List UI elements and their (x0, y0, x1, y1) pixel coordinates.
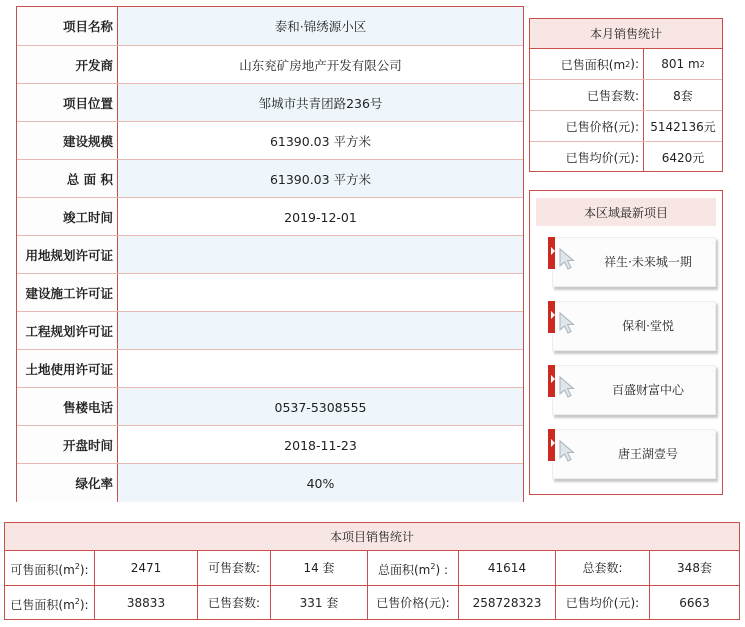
monthly-avg-price-row (530, 141, 722, 172)
label: 工程规划许可证 (17, 312, 118, 350)
monthly-sold-sets-value: 8套 (673, 88, 693, 103)
total-area-value: 41614 (459, 551, 556, 585)
sold-price-label: 已售价格(元): (368, 586, 459, 620)
summary-title: 本项目销售统计 (5, 523, 739, 551)
project-link[interactable]: 唐王湖壹号 (617, 447, 678, 461)
value: 61390.03 平方米 (269, 134, 372, 149)
sold-price-value: 258728323 (459, 586, 556, 620)
pointer-cursor-icon (558, 375, 580, 399)
monthly-sales-panel (529, 18, 723, 172)
sold-area-value: 38833 (95, 586, 198, 620)
value: 2019-12-01 (284, 209, 357, 225)
project-link[interactable]: 百盛财富中心 (611, 383, 684, 397)
row-total-area (17, 159, 523, 198)
latest-project-card[interactable] (548, 299, 718, 353)
row-land-planning-permit (17, 235, 523, 274)
pointer-cursor-icon (558, 311, 580, 335)
value: 2018-11-23 (284, 437, 357, 453)
label: 用地规划许可证 (17, 236, 118, 274)
label: 总 面 积 (17, 160, 118, 198)
monthly-sales-title: 本月销售统计 (530, 19, 722, 49)
project-info-table (16, 6, 524, 502)
latest-projects-panel (529, 190, 723, 495)
flag-icon (548, 237, 555, 269)
value: 40% (118, 464, 523, 502)
label: 绿化率 (17, 464, 118, 502)
label: 建设规模 (17, 122, 118, 160)
row-opening-date (17, 425, 523, 464)
label: 竣工时间 (17, 198, 118, 236)
monthly-sold-price-label: 已售价格(元): (530, 111, 644, 141)
value (118, 274, 523, 312)
monthly-sold-area-row (530, 49, 722, 79)
monthly-avg-price-label: 已售均价(元): (530, 142, 644, 172)
row-land-use-permit (17, 349, 523, 388)
label: 售楼电话 (17, 388, 118, 426)
label: 开发商 (17, 46, 118, 84)
row-developer (17, 45, 523, 84)
value: 泰和·锦绣源小区 (118, 7, 523, 45)
summary-row-saleable (5, 551, 739, 585)
value: 山东兖矿房地产开发有限公司 (239, 58, 402, 73)
row-location (17, 83, 523, 122)
value: 61390.03 平方米 (118, 160, 523, 198)
label: 项目名称 (17, 7, 118, 45)
total-area-label: 总面积$(m^2)$ : (368, 551, 459, 585)
total-sets-value: 348套 (677, 561, 712, 575)
flag-icon (548, 365, 555, 397)
value (118, 350, 523, 388)
latest-project-card[interactable] (548, 235, 718, 289)
label: 土地使用许可证 (17, 350, 118, 388)
project-link[interactable]: 祥生·未来城一期 (604, 255, 692, 269)
sold-sets-value: 331 套 (271, 586, 368, 620)
monthly-sold-price-value: 5142136元 (650, 119, 716, 134)
flag-icon (548, 301, 555, 333)
row-project-name (17, 7, 523, 45)
pointer-cursor-icon (558, 439, 580, 463)
latest-project-card[interactable] (548, 363, 718, 417)
project-link[interactable]: 保利·堂悦 (622, 319, 674, 333)
row-sales-phone (17, 387, 523, 426)
project-sales-summary (4, 522, 740, 620)
saleable-sets-label: 可售套数: (198, 551, 271, 585)
value: 0537-5308555 (118, 388, 523, 426)
sold-area-label: 已售面积$(m^2)$: (5, 586, 95, 620)
row-engineering-permit (17, 311, 523, 350)
row-completion-date (17, 197, 523, 236)
total-sets-label: 总套数: (556, 551, 650, 585)
avg-price-value: 6663 (679, 596, 710, 610)
latest-project-card[interactable] (548, 427, 718, 481)
saleable-area-value: 2471 (95, 551, 198, 585)
saleable-sets-value: 14 套 (271, 551, 368, 585)
row-construction-permit (17, 273, 523, 312)
label: 项目位置 (17, 84, 118, 122)
value: 邹城市共青团路236号 (118, 84, 523, 122)
value (118, 236, 523, 274)
saleable-area-label: 可售面积$(m^2)$: (5, 551, 95, 585)
monthly-sold-price-row (530, 110, 722, 141)
pointer-cursor-icon (558, 247, 580, 271)
monthly-sold-area-label: 已售面积(m 2 ): (530, 49, 644, 79)
row-green-rate (17, 463, 523, 502)
monthly-sold-sets-label: 已售套数: (530, 80, 644, 110)
label: 开盘时间 (17, 426, 118, 464)
avg-price-label: 已售均价(元): (556, 586, 650, 620)
sold-sets-label: 已售套数: (198, 586, 271, 620)
monthly-sold-sets-row (530, 79, 722, 110)
label: 建设施工许可证 (17, 274, 118, 312)
value (118, 312, 523, 350)
flag-icon (548, 429, 555, 461)
row-scale (17, 121, 523, 160)
monthly-sold-area-value: 801 m 2 (661, 57, 705, 71)
monthly-avg-price-value: 6420元 (661, 150, 705, 165)
summary-row-sold (5, 585, 739, 620)
latest-projects-title: 本区域最新项目 (536, 198, 716, 226)
